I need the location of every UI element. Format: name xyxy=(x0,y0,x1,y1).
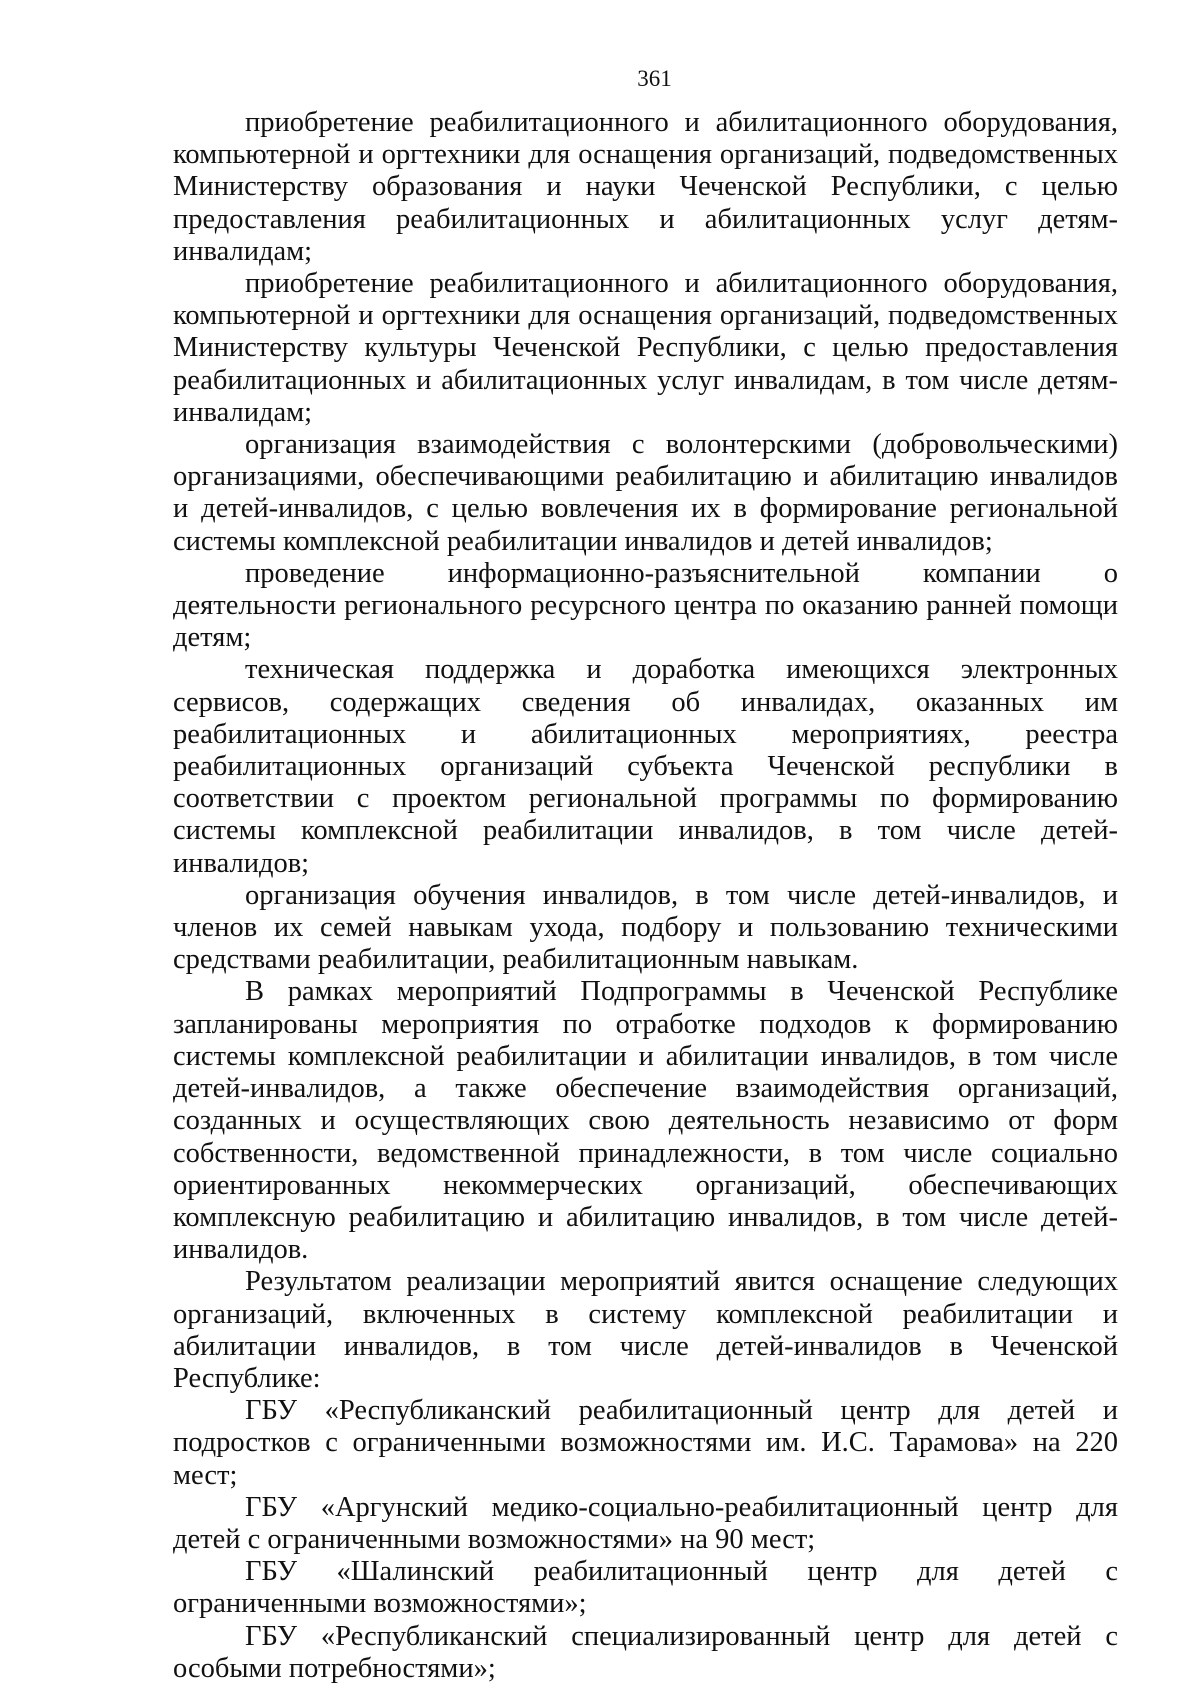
page-number: 361 xyxy=(637,66,672,91)
paragraph-2: приобретение реабилитационного и абилитационного оборудования, компьютерной и оргтехники для оснащения организаций, подведомственных Министерству культуры Чеченской Республики, с целью предоставления реабилитационных и абилитационных услуг инвалидам, в том числе детям-инвалидам; xyxy=(173,268,1118,428)
paragraph-12: ГБУ «Республиканский специализированный центр для детей с особыми потребностями»; xyxy=(173,1620,1118,1684)
paragraph-9: ГБУ «Республиканский реабилитационный центр для детей и подростков с ограниченными возможностями им. И.С. Тарамова» на 220 мест; xyxy=(173,1395,1118,1491)
paragraph-6: организация обучения инвалидов, в том числе детей-инвалидов, и членов их семей навыкам ухода, подбору и пользованию техническими средствами реабилитации, реабилитационным навыкам. xyxy=(173,879,1118,976)
paragraph-8: Результатом реализации мероприятий явится оснащение следующих организаций, включенных в систему комплексной реабилитации и абилитации инвалидов, в том числе детей-инвалидов в Чеченской Республике: xyxy=(173,1266,1118,1394)
paragraph-7: В рамках мероприятий Подпрограммы в Чеченской Республике запланированы мероприятия по отработке подходов к формированию системы комплексной реабилитации и абилитации инвалидов, в том числе детей-инвалидов, а также обеспечение взаимодействия организаций, созданных и осуществляющих свою деятельность независимо от форм собственности, ведомственной принадлежности, в том числе социально ориентированных некоммерческих организаций, обеспечивающих комплексную реабилитацию и абилитацию инвалидов, в том числе детей-инвалидов. xyxy=(173,976,1118,1266)
paragraph-3: организация взаимодействия с волонтерскими (добровольческими) организациями, обеспечивающими реабилитацию и абилитацию инвалидов и детей-инвалидов, с целью вовлечения их в формирование региональной системы комплексной реабилитации инвалидов и детей инвалидов; xyxy=(173,429,1118,557)
paragraph-10: ГБУ «Аргунский медико-социально-реабилитационный центр для детей с ограниченными возможностями» на 90 мест; xyxy=(173,1491,1118,1555)
paragraph-4: проведение информационно-разъяснительной компании о деятельности регионального ресурсного центра по оказанию ранней помощи детям; xyxy=(173,557,1118,654)
paragraph-5: техническая поддержка и доработка имеющихся электронных сервисов, содержащих сведения об инвалидах, оказанных им реабилитационных и абилитационных мероприятиях, реестра реабилитационных организаций субъекта Чеченской республики в соответствии с проектом региональной программы по формированию системы комплексной реабилитации инвалидов, в том числе детей-инвалидов; xyxy=(173,654,1118,879)
paragraph-11: ГБУ «Шалинский реабилитационный центр для детей с ограниченными возможностями»; xyxy=(173,1556,1118,1620)
paragraph-1: приобретение реабилитационного и абилитационного оборудования, компьютерной и оргтехники для оснащения организаций, подведомственных Министерству образования и науки Чеченской Республики, с целью предоставления реабилитационных и абилитационных услуг детям-инвалидам; xyxy=(173,107,1118,267)
